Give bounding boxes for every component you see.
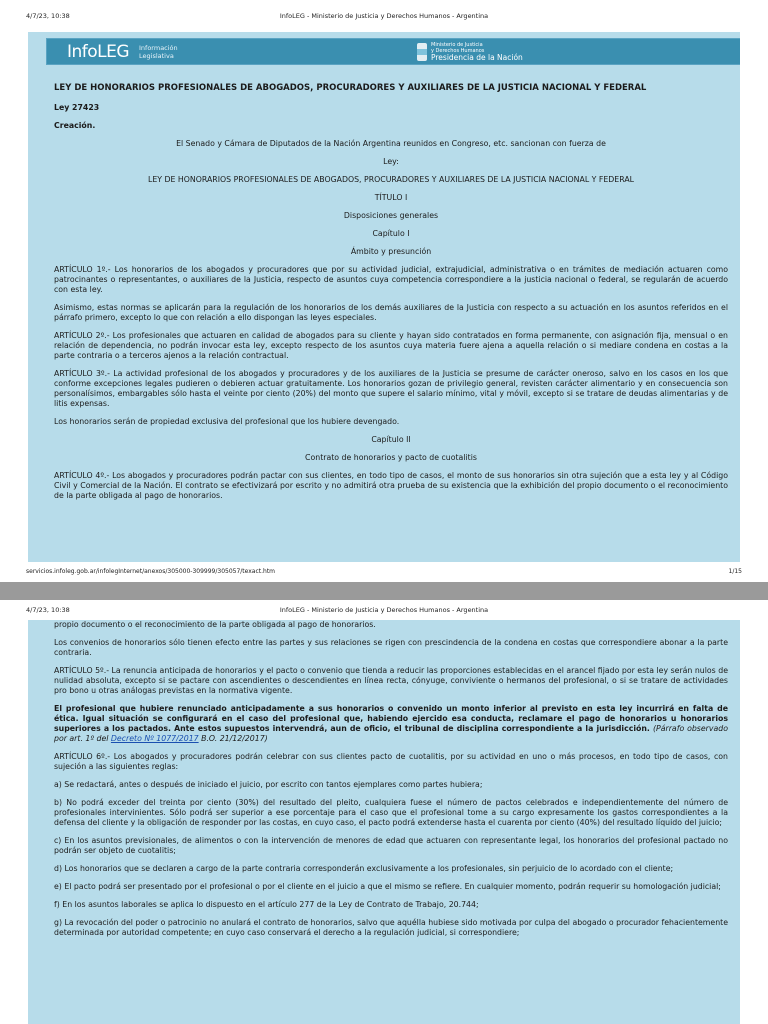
article-1-paragraph-2: Asimismo, estas normas se aplicarán para la regulación de los honorarios de los demás auxiliares de la Justicia con respecto a su actuación en los asuntos referidos en el párrafo primero, excepto lo que con relación a ello dispongan las leyes especiales.	[54, 303, 728, 322]
logo-subtitle-line2: Legislativa	[139, 52, 174, 60]
decree-link[interactable]: Decreto Nº 1077/2017	[110, 734, 199, 743]
law-title: LEY DE HONORARIOS PROFESIONALES DE ABOGADOS, PROCURADORES Y AUXILIARES DE LA JUSTICIA NACIONAL Y FEDERAL	[54, 83, 647, 93]
law-number: Ley 27423	[54, 103, 100, 112]
print-header-2	[0, 606, 768, 618]
article-1: ARTÍCULO 1º.- Los honorarios de los abogados y procuradores que por su actividad judicial, extrajudicial, administrativa o en trámites de mediación actuaren como patrocinantes o representantes, o auxiliares de la Justicia, respecto de asuntos cuya competencia correspondiere a la justicia nacional o federal, se regularán de acuerdo con esta ley.	[54, 265, 728, 294]
print-site-title: InfoLEG - Ministerio de Justicia y Derechos Humanos - Argentina	[279, 12, 489, 20]
article-5-observed-text: El profesional que hubiere renunciado anticipadamente a sus honorarios o convenido un monto inferior al previsto en esta ley incurrirá en falta de ética. Igual situación se configurará en el caso del profesional que, habiendo ejercido esa conducta, reclamare el pago de honorarios u honorarios superiores a los pactados. Ante estos supuestos intervendrá, aun de oficio, el tribunal de disciplina correspondiente a la jurisdicción.	[54, 704, 728, 733]
national-shield-icon	[417, 43, 427, 61]
print-url: servicios.infoleg.gob.ar/infolegInternet/anexos/305000-309999/305057/texact.htm	[26, 568, 276, 575]
titulo-heading: TÍTULO I	[374, 193, 408, 202]
infoleg-logo[interactable]: InfoLEG	[67, 42, 130, 62]
article-4-continued: propio documento o el reconocimiento de la parte obligada al pago de honorarios.	[54, 620, 376, 629]
print-datetime-2: 4/7/23, 10:38	[26, 606, 70, 614]
ministry-line2: y Derechos Humanos	[431, 48, 485, 54]
logo-subtitle-line1: Información	[139, 44, 178, 52]
page-gap	[0, 582, 768, 600]
capitulo-2-name: Contrato de honorarios y pacto de cuotalitis	[305, 453, 477, 462]
article-6-item-c: c) En los asuntos previsionales, de alimentos o con la intervención de menores de edad que actuaren con representante legal, los honorarios del profesional pactado no podrán ser objeto de cuotalitis;	[54, 836, 728, 855]
article-6-item-g: g) La revocación del poder o patrocinio no anulará el contrato de honorarios, salvo que aquélla hubiese sido motivada por culpa del abogado o procurador fehacientemente determinada por autoridad competente; en cuyo caso conservará el derecho a la regulación judicial, si correspondiere;	[54, 918, 728, 937]
article-6-item-e: e) El pacto podrá ser presentado por el profesional o por el cliente en el juicio a que el mismo se refiere. En cualquier momento, podrán requerir su homologación judicial;	[54, 882, 721, 891]
article-3: ARTÍCULO 3º.- La actividad profesional de los abogados y procuradores y de los auxiliares de la Justicia se presume de carácter oneroso, salvo en los casos en los que conforme excepciones legales pudieren o debieren actuar gratuitamente. Los honorarios gozan de privilegio general, revisten carácter alimentario y en consecuencia son personalísimos, embargables sólo hasta el veinte por ciento (20%) del monto que supere el salario mínimo, vital y móvil, excepto si se tratare de deudas alimentarias y de litis expensas.	[54, 369, 728, 408]
ley-label: Ley:	[383, 157, 399, 166]
ministry-line1: Ministerio de Justicia	[431, 42, 483, 48]
article-5-paragraph-2	[54, 704, 728, 744]
logo-subtitle	[139, 44, 178, 60]
article-5: ARTÍCULO 5º.- La renuncia anticipada de honorarios y el pacto o convenio que tienda a reducir las proporciones establecidas en el arancel fijado por esta ley serán nulos de nulidad absoluta, excepto si se pactare con ascendientes o descendientes en línea recta, cónyuge, conviviente o hermanos del profesional, o si se tratare de actividades pro bono u otras análogas previstas en la normativa vigente.	[54, 666, 728, 695]
print-page-number: 1/15	[728, 568, 742, 575]
article-6-item-d: d) Los honorarios que se declaren a cargo de la parte contraria corresponderán exclusivamente a los profesionales, sin perjuicio de lo acordado con el cliente;	[54, 864, 674, 873]
law-document-continued	[28, 620, 740, 1024]
titulo-name: Disposiciones generales	[343, 211, 439, 220]
article-6-item-b: b) No podrá exceder del treinta por ciento (30%) del resultado del pleito, cualquiera fuese el número de pactos celebrados e independientemente del número de profesionales intervinientes. Sólo podrá ser superior a ese porcentaje para el caso que el profesional tome a su cargo expresamente los gastos correspondientes a la defensa del cliente y la obligación de responder por las costas, en cuyo caso, el pacto podrá extenderse hasta el cuarenta por ciento (40%) del resultado líquido del juicio;	[54, 798, 728, 827]
capitulo-2-heading: Capítulo II	[371, 435, 411, 444]
article-2: ARTÍCULO 2º.- Los profesionales que actuaren en calidad de abogados para su cliente y hayan sido contratados en forma permanente, con asignación fija, mensual o en relación de dependencia, no podrán invocar esta ley, excepto respecto de los asuntos cuya materia fuere ajena a aquella relación o si mediare condena en costas a la parte contraria o a terceros ajenos a la relación contractual.	[54, 331, 728, 360]
law-creation: Creación.	[54, 121, 96, 130]
print-footer	[0, 568, 768, 578]
article-4: ARTÍCULO 4º.- Los abogados y procuradores podrán pactar con sus clientes, en todo tipo de casos, el monto de sus honorarios sin otra sujeción que a esta ley y al Código Civil y Comercial de la Nación. El contrato se efectivizará por escrito y no admitirá otra prueba de su existencia que la exhibición del propio documento o el reconocimiento de la parte obligada al pago de honorarios.	[54, 471, 728, 500]
print-page-2	[0, 600, 768, 1024]
article-4-paragraph-2: Los convenios de honorarios sólo tienen efecto entre las partes y sus relaciones se rigen con prescindencia de la condena en costas que correspondiere abonar a la parte contraria.	[54, 638, 728, 657]
enactment-formula: El Senado y Cámara de Diputados de la Nación Argentina reunidos en Congreso, etc. sancionan con fuerza de	[176, 139, 606, 148]
presidency-name: Presidencia de la Nación	[431, 53, 523, 62]
print-header	[0, 12, 768, 24]
print-site-title-2: InfoLEG - Ministerio de Justicia y Derechos Humanos - Argentina	[279, 606, 489, 614]
observation-suffix: B.O. 21/12/2017)	[201, 734, 268, 743]
article-6: ARTÍCULO 6º.- Los abogados y procuradores podrán celebrar con sus clientes pacto de cuotalitis, por su actividad en uno o más procesos, en todo tipo de casos, con sujeción a las siguientes reglas:	[54, 752, 728, 771]
capitulo-1-name: Ámbito y presunción	[350, 247, 432, 256]
article-6-item-a: a) Se redactará, antes o después de iniciado el juicio, por escrito con tantos ejemplares como partes hubiera;	[54, 780, 483, 789]
article-3-paragraph-2: Los honorarios serán de propiedad exclusiva del profesional que los hubiere devengado.	[54, 417, 400, 426]
article-6-item-f: f) En los asuntos laborales se aplica lo dispuesto en el artículo 277 de la Ley de Contrato de Trabajo, 20.744;	[54, 900, 479, 909]
law-document	[28, 32, 740, 562]
observation-prefix: (Párrafo observado por art. 1º del	[54, 724, 728, 743]
infoleg-banner	[46, 38, 740, 65]
print-datetime: 4/7/23, 10:38	[26, 12, 70, 20]
law-title-repeat: LEY DE HONORARIOS PROFESIONALES DE ABOGADOS, PROCURADORES Y AUXILIARES DE LA JUSTICIA NACIONAL Y FEDERAL	[147, 175, 635, 184]
capitulo-1-heading: Capítulo I	[372, 229, 410, 238]
